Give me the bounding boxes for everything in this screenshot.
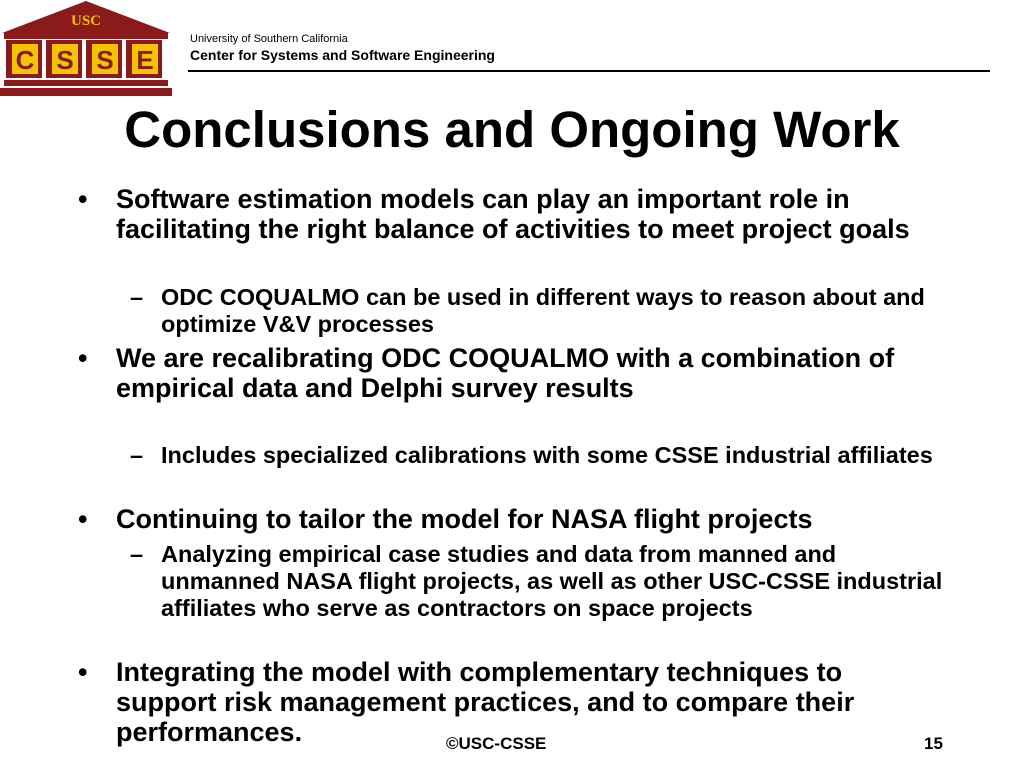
usc-csse-logo (0, 0, 172, 98)
bullet-text: We are recalibrating ODC COQUALMO with a combination of empirical data and Delphi survey results (116, 343, 895, 403)
logo-letter: C (15, 45, 35, 75)
slide-title: Conclusions and Ongoing Work (124, 101, 900, 158)
bullet-marker: • (78, 504, 88, 534)
sub-bullet-marker: – (130, 541, 144, 567)
logo-usc-text: USC (70, 13, 102, 29)
bullet-item (78, 504, 946, 534)
usc-csse-logo-icon (0, 0, 172, 98)
org-center-name: Center for Systems and Software Engineering (190, 47, 495, 63)
bullet-item (78, 184, 946, 244)
bullet-text: Integrating the model with complementary techniques to support risk management practices, and to compare their performances. (116, 657, 855, 747)
sub-bullet-item (130, 541, 961, 622)
sub-bullet-text: ODC COQUALMO can be used in different ways to reason about and optimize V&V processes (161, 284, 925, 337)
bullet-marker: • (78, 657, 88, 687)
logo-letter: S (96, 45, 114, 75)
logo-step-upper (4, 80, 168, 86)
sub-bullet-item (130, 284, 961, 338)
bullet-item (78, 343, 946, 403)
logo-beam (4, 33, 168, 39)
bullet-marker: • (78, 343, 88, 373)
bullet-text: Continuing to tailor the model for NASA flight projects (116, 504, 813, 534)
org-name: University of Southern California (190, 33, 348, 45)
logo-letter: S (56, 45, 74, 75)
page-number: 15 (924, 734, 943, 753)
header-divider (188, 70, 990, 72)
sub-bullet-text: Includes specialized calibrations with some CSSE industrial affiliates (161, 442, 933, 468)
footer-copyright: ©USC-CSSE (446, 734, 547, 753)
sub-bullet-marker: – (130, 442, 144, 468)
sub-bullet-item (130, 442, 961, 469)
logo-letter: E (136, 45, 154, 75)
bullet-marker: • (78, 184, 88, 214)
sub-bullet-marker: – (130, 284, 144, 310)
logo-step-lower (0, 88, 172, 96)
sub-bullet-text: Analyzing empirical case studies and data from manned and unmanned NASA flight projects, as well as other USC-CSSE industrial affiliates who serve as contractors on space projects (161, 541, 943, 621)
bullet-text: Software estimation models can play an important role in facilitating the right balance of activities to meet project goals (116, 184, 910, 244)
